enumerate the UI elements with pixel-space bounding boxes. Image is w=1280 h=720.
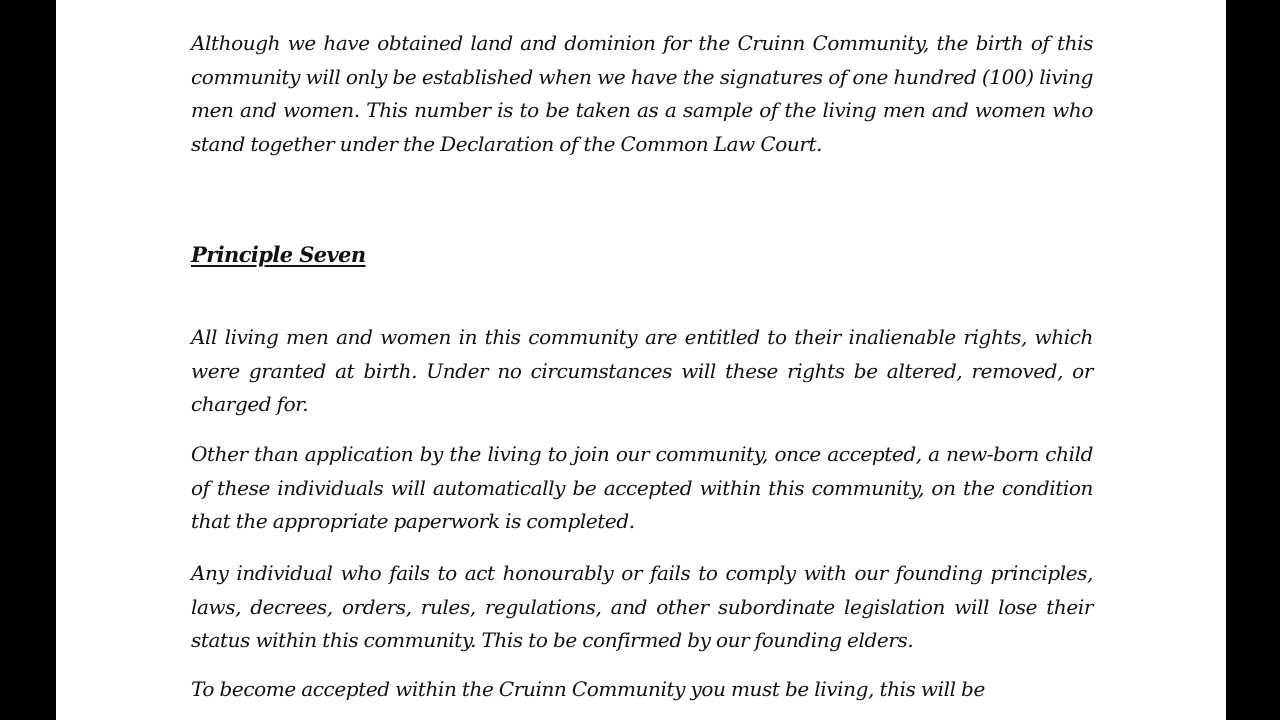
document-page <box>56 0 1226 720</box>
paragraph-lose-status <box>191 557 1093 658</box>
paragraph-text: To become accepted within the Cruinn Community you must be living, this will be <box>191 677 985 701</box>
paragraph-text: Any individual who fails to act honourably or fails to comply with our founding principles, laws, decrees, orders, rules, regulations, and other subordinate legislation will lose their status within this community. This to be confirmed by our founding elders. <box>191 561 1093 652</box>
paragraph-become-accepted <box>191 673 1093 707</box>
section-heading: Principle Seven <box>191 242 366 267</box>
paragraph-land-and-dominion <box>191 27 1093 161</box>
paragraph-text: Other than application by the living to join our community, once accepted, a new-born child of these individuals will automatically be accepted within this community, on the condition that the appropriate paperwork is completed. <box>191 442 1093 533</box>
paragraph-text: All living men and women in this community are entitled to their inalienable rights, which were granted at birth. Under no circumstances will these rights be altered, removed, or charged for. <box>191 325 1093 416</box>
paragraph-inalienable-rights <box>191 321 1093 422</box>
paragraph-new-born-child <box>191 438 1093 539</box>
paragraph-text: Although we have obtained land and dominion for the Cruinn Community, the birth of this community will only be established when we have the signatures of one hundred (100) living men and women. This number is to be taken as a sample of the living men and women who stand together under the Declaration of the Common Law Court. <box>191 31 1093 156</box>
